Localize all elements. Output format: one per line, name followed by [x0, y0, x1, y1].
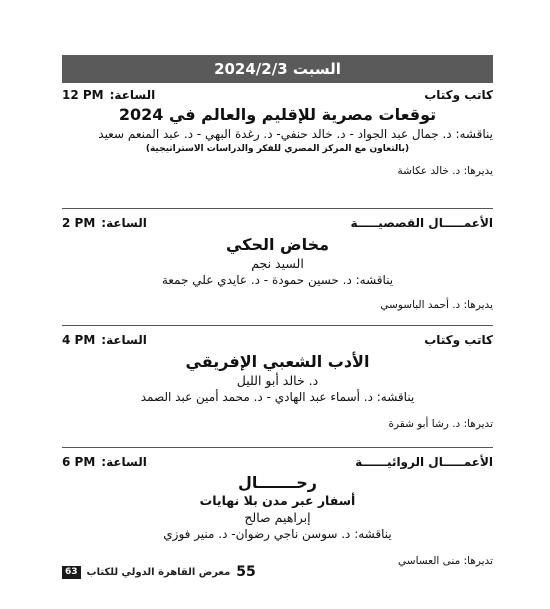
- session-time: [62, 88, 155, 102]
- session-title: توقعات مصرية للإقليم والعالم في 2024: [118, 105, 437, 124]
- session-time: [62, 455, 147, 469]
- session-title: الأدب الشعبي الإفريقي: [185, 352, 370, 371]
- session-moderator: يديرها: د. أحمد الباسوسي: [380, 299, 493, 311]
- page-footer: [62, 565, 493, 579]
- session-3: [62, 331, 493, 448]
- session-category: كاتب وكتاب: [424, 88, 493, 102]
- book-fair-logo: معرض القاهرة الدولي للكتاب: [86, 566, 231, 578]
- schedule-page: [62, 55, 493, 581]
- time-label: الساعة:: [101, 455, 147, 469]
- session-category: الأعمـــــال القصصيـــــة: [350, 216, 493, 230]
- time-value: 12 PM: [62, 88, 104, 102]
- session-category: كاتب وكتاب: [424, 333, 493, 347]
- time-value: 6 PM: [62, 455, 96, 469]
- session-discussants: يناقشه: د. حسين حمودة - د. عايدي علي جمعة: [161, 273, 394, 287]
- session-discussants: يناقشه: د. جمال عبد الجواد - د. خالد حنفي- د. رغدة البهي - د. عبد المنعم سعيد: [98, 127, 493, 141]
- session-discussants: يناقشه: د. سوسن ناجي رضوان- د. منير فوزي: [163, 527, 392, 541]
- time-label: الساعة:: [101, 333, 147, 347]
- time-value: 2 PM: [62, 216, 96, 230]
- fair-edition-number: 55: [236, 564, 256, 580]
- session-moderator: تديرها: د. رشا أبو شقرة: [388, 418, 493, 430]
- session-discussants: يناقشه: د. أسماء عبد الهادي - د. محمد أمين عبد الصمد: [140, 390, 415, 404]
- session-time: [62, 333, 147, 347]
- date-header: السبت 2024/2/3: [62, 55, 493, 83]
- session-time: [62, 216, 147, 230]
- session-author: د. خالد أبو الليل: [236, 373, 319, 388]
- page-number: 63: [62, 566, 81, 579]
- session-author: السيد نجم: [251, 256, 304, 271]
- session-author: إبراهيم صالح: [244, 510, 311, 525]
- session-1: [62, 86, 493, 209]
- session-subtitle: أسفار عبر مدن بلا نهايات: [199, 493, 356, 508]
- session-moderator: تديرها: منى العساسي: [398, 555, 493, 567]
- session-title: رحـــــــال: [238, 473, 317, 492]
- time-value: 4 PM: [62, 333, 96, 347]
- session-note: (بالتعاون مع المركز المصري للفكر والدراسات الاستراتيجية): [145, 144, 410, 154]
- session-2: [62, 214, 493, 326]
- session-category: الأعمـــــال الروائيــــــة: [355, 455, 493, 469]
- session-4: [62, 453, 493, 581]
- time-label: الساعة:: [101, 216, 147, 230]
- time-label: الساعة:: [109, 88, 156, 102]
- session-title: مخاض الحكي: [225, 235, 330, 254]
- session-moderator: يديرها: د. خالد عكاشة: [397, 165, 493, 177]
